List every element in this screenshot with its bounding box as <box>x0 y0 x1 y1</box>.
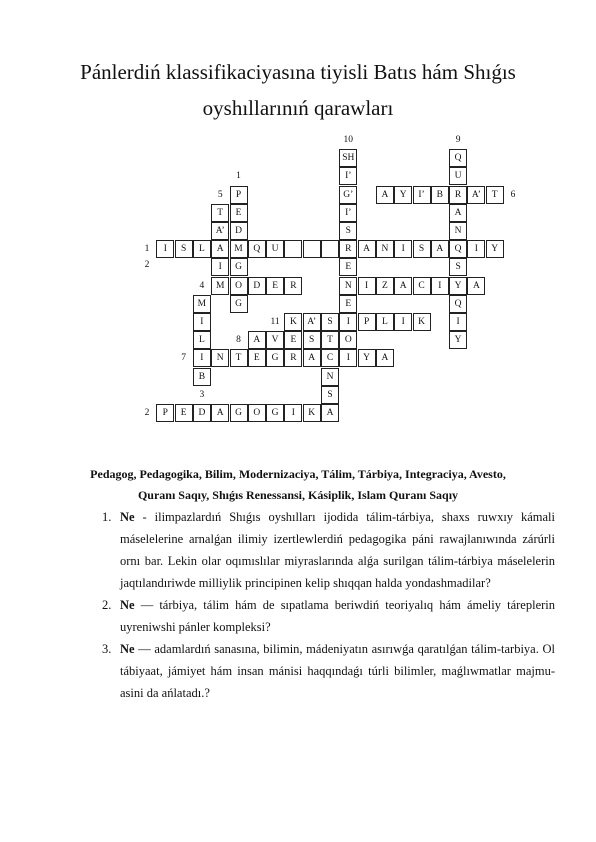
crossword-cell: A <box>467 277 485 295</box>
crossword-cell: G <box>230 258 248 276</box>
clue-number: 7 <box>181 353 186 364</box>
crossword-cell: A <box>376 186 394 204</box>
crossword-cell: T <box>486 186 504 204</box>
crossword-cell: G <box>266 349 284 367</box>
crossword-cell: S <box>321 313 339 331</box>
crossword-cell: U <box>266 240 284 258</box>
answer-word-list <box>80 464 516 506</box>
crossword-cell: E <box>339 258 357 276</box>
crossword-cell: A <box>303 349 321 367</box>
clue-number: 6 <box>510 189 516 200</box>
page-title: Pánlerdiń klassifikaciyasına tiyisli Batıs hám Shıǵıs oyshıllarınıń qarawları <box>80 60 516 120</box>
crossword-cell: A’ <box>467 186 485 204</box>
crossword-cell: A’ <box>211 222 229 240</box>
crossword-cell: K <box>284 313 302 331</box>
question-list <box>95 506 555 704</box>
crossword-cell: E <box>230 204 248 222</box>
crossword-cell: Y <box>394 186 412 204</box>
question-keyword: Ne <box>120 598 135 612</box>
answer-line-1: Pedagog, Pedagogika, Bilim, Modernizaciya, Tálim, Tárbiya, Integraciya, Avesto, <box>90 467 506 481</box>
crossword-cell: O <box>248 404 266 422</box>
crossword-cell: M <box>211 277 229 295</box>
crossword-cell: A <box>431 240 449 258</box>
crossword-cell: E <box>248 349 266 367</box>
clue-number: 4 <box>199 280 205 291</box>
crossword-cell: R <box>284 277 302 295</box>
crossword-cell: G’ <box>339 186 357 204</box>
crossword-cell: S <box>321 386 339 404</box>
crossword-cell: S <box>413 240 431 258</box>
crossword-cell: A <box>248 331 266 349</box>
question-item-1 <box>95 506 555 594</box>
crossword-cell: N <box>211 349 229 367</box>
crossword-cell: B <box>431 186 449 204</box>
crossword-cell: T <box>321 331 339 349</box>
crossword-cell: A <box>394 277 412 295</box>
crossword-cell: S <box>449 258 467 276</box>
crossword-cell <box>321 240 339 258</box>
crossword-cell: O <box>230 277 248 295</box>
clue-number: 9 <box>455 135 461 145</box>
crossword-cell: M <box>230 240 248 258</box>
crossword-cell: Q <box>449 149 467 167</box>
question-number: 2. <box>102 598 112 612</box>
crossword-cell: T <box>230 349 248 367</box>
crossword-cell: Y <box>449 331 467 349</box>
crossword-cell: B <box>193 368 211 386</box>
crossword-cell: C <box>413 277 431 295</box>
crossword-cell: N <box>376 240 394 258</box>
crossword-cell: I’ <box>413 186 431 204</box>
crossword-cell: I <box>193 313 211 331</box>
question-text: — tárbiya, tálim hám de sıpatlama beriwdiń teoriyalıq hám ámeliy táreplerin uyreniwshi pánler kompleksi? <box>120 598 555 634</box>
crossword-cell: P <box>230 186 248 204</box>
clue-number: 1 <box>236 171 241 182</box>
crossword-cell <box>303 240 321 258</box>
crossword-cell: K <box>413 313 431 331</box>
clue-number: 11 <box>270 317 280 327</box>
crossword-cell: D <box>193 404 211 422</box>
crossword-cell: I <box>449 313 467 331</box>
crossword-cell: G <box>266 404 284 422</box>
crossword-cell: C <box>321 349 339 367</box>
crossword-cell: G <box>230 404 248 422</box>
crossword-cell: I <box>431 277 449 295</box>
clue-number: 1 <box>144 244 150 255</box>
crossword-cell: M <box>193 295 211 313</box>
crossword-cell: I <box>339 313 357 331</box>
crossword-cell: SH <box>339 149 357 167</box>
crossword-cell: I <box>339 349 357 367</box>
crossword-cell: K <box>303 404 321 422</box>
crossword-cell: Y <box>449 277 467 295</box>
crossword-cell: A <box>358 240 376 258</box>
question-keyword: Ne <box>120 510 135 524</box>
crossword-cell: S <box>175 240 193 258</box>
crossword-cell: A <box>211 404 229 422</box>
crossword-cell: O <box>339 331 357 349</box>
answer-line-2: Quranı Saqıy, Shıǵıs Renessansi, Kásiplik, Islam Quranı Saqıy <box>137 488 459 502</box>
crossword-cell: I <box>467 240 485 258</box>
crossword-cell: I <box>358 277 376 295</box>
crossword-cell: N <box>321 368 339 386</box>
crossword-cell: I <box>156 240 174 258</box>
crossword-cell: I’ <box>339 167 357 185</box>
crossword-cell: I <box>193 349 211 367</box>
crossword-cell: Q <box>248 240 266 258</box>
clue-number: 5 <box>217 189 223 200</box>
crossword-cell: D <box>248 277 266 295</box>
crossword-cell: I’ <box>339 204 357 222</box>
crossword-cell: R <box>284 349 302 367</box>
crossword-cell: S <box>303 331 321 349</box>
crossword-cell: N <box>449 222 467 240</box>
crossword-cell: T <box>211 204 229 222</box>
clue-number: 2 <box>144 259 150 270</box>
crossword-cell: Q <box>449 295 467 313</box>
question-number: 1. <box>102 510 112 524</box>
clue-number: 8 <box>236 335 241 346</box>
question-number: 3. <box>102 642 112 656</box>
crossword-cell: E <box>339 295 357 313</box>
crossword-cell: N <box>339 277 357 295</box>
crossword-cell: A <box>376 349 394 367</box>
crossword-cell: R <box>339 240 357 258</box>
crossword-cell: Q <box>449 240 467 258</box>
crossword-cell: L <box>376 313 394 331</box>
crossword-cell: Y <box>358 349 376 367</box>
clue-number: 10 <box>343 135 354 145</box>
crossword-cell <box>284 240 302 258</box>
question-text: - ilimpazlardıń Shıǵıs oyshılları ijodida tálim-tárbiya, shaxs ruwxıy kámali máselelerine arnalǵan ilimiy izertlewlerdiń pedagogika páni rawajlanıwında zárúrli ornı bar. Lekin olar oqımıslılar miyraslarında alǵa surilgan tálim-tárbiya máselelerin jaqtılandıriwde milliylik principinen kelip shıqqan halda yondashmadilar? <box>120 510 555 590</box>
question-keyword: Ne <box>120 642 135 656</box>
crossword-cell: E <box>175 404 193 422</box>
crossword-cell: D <box>230 222 248 240</box>
crossword-cell: L <box>193 331 211 349</box>
crossword-cell: A <box>321 404 339 422</box>
crossword-cell: A <box>449 204 467 222</box>
crossword-cell: P <box>156 404 174 422</box>
crossword-cell: I <box>394 240 412 258</box>
crossword-cell: P <box>358 313 376 331</box>
crossword-cell: R <box>449 186 467 204</box>
crossword-cell: Y <box>486 240 504 258</box>
crossword-cell: Z <box>376 277 394 295</box>
question-text: — adamlardıń sanasına, bilimin, mádeniyatın asırıwǵa qaratılǵan tálim-tarbiya. Ol tábiyaat, jámiyet hám insan mánisi haqqındaǵı túrli bilimler, maǵlıwmatlar majmu-asini da ańlatadı.? <box>120 642 555 700</box>
crossword-cell: I <box>284 404 302 422</box>
crossword-cell: L <box>193 240 211 258</box>
crossword-cell: U <box>449 167 467 185</box>
clue-number: 3 <box>199 389 205 400</box>
clue-number: 2 <box>144 408 150 418</box>
crossword-cell: I <box>394 313 412 331</box>
crossword-cell: I <box>211 258 229 276</box>
crossword-cell: V <box>266 331 284 349</box>
question-item-2 <box>95 594 555 638</box>
crossword-cell: S <box>339 222 357 240</box>
question-item-3 <box>95 638 555 704</box>
crossword-cell: E <box>266 277 284 295</box>
crossword-cell: A’ <box>303 313 321 331</box>
crossword-cell: A <box>211 240 229 258</box>
crossword-cell: G <box>230 295 248 313</box>
crossword-cell: E <box>284 331 302 349</box>
